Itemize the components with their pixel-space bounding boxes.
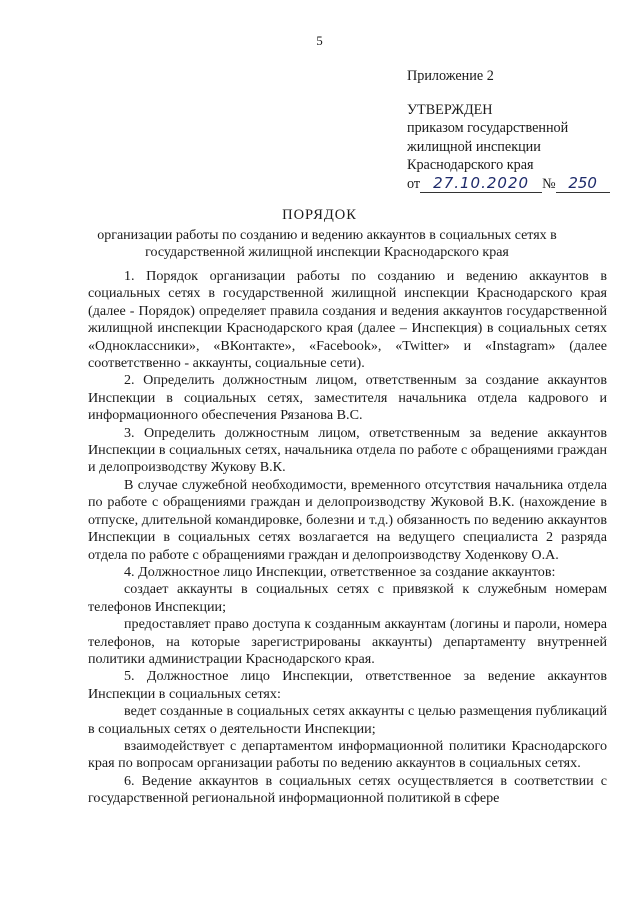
document-title: ПОРЯДОК: [282, 207, 357, 223]
approval-line-1: приказом государственной: [407, 120, 569, 136]
order-date-line: [407, 175, 610, 194]
approval-block: [407, 67, 610, 193]
document-subtitle: организации работы по созданию и ведению аккаунтов в социальных сетях в государственной жилищной инспекции Краснодарского края: [97, 228, 557, 260]
handwritten-date: 27.10.2020: [420, 175, 542, 193]
paragraph: 3. Определить должностным лицом, ответственным за ведение аккаунтов Инспекции в социальных сетях, начальника отдела по работе с обращениями граждан и делопроизводству Жукову В.К.: [88, 424, 607, 476]
date-prefix: от: [407, 175, 421, 192]
paragraph: предоставляет право доступа к созданным аккаунтам (логины и пароли, номера телефонов, на которые зарегистрированы аккаунты) департаменту внутренней политики администрации Краснодарского края.: [88, 616, 607, 667]
paragraph: 4. Должностное лицо Инспекции, ответственное за создание аккаунтов:: [124, 563, 556, 580]
handwritten-number: 250: [556, 175, 610, 193]
page-number: 5: [316, 33, 323, 48]
document-body: [88, 268, 607, 808]
paragraph: 2. Определить должностным лицом, ответственным за создание аккаунтов Инспекции в социальных сетях, заместителя начальника отдела кадрового и информационного обеспечения Рязанова В.С.: [88, 372, 607, 424]
paragraph: 6. Ведение аккаунтов в социальных сетях осуществляется в соответствии с государственной региональной информационной политикой в сфере: [88, 772, 607, 807]
approval-line-2: жилищной инспекции: [407, 138, 541, 155]
paragraph: взаимодействует с департаментом информационной политики Краснодарского края по вопросам организации работы по ведению аккаунтов в социальных сетях.: [88, 737, 607, 772]
approved-label: УТВЕРЖДЕН: [407, 101, 493, 118]
paragraph: ведет созданные в социальных сетях аккаунты с целью размещения публикаций в социальных сетях о деятельности Инспекции;: [88, 703, 607, 737]
approval-line-3: Краснодарского края: [407, 157, 534, 173]
paragraph: 1. Порядок организации работы по созданию и ведению аккаунтов в социальных сетях в государственной жилищной инспекции Краснодарского края (далее - Порядок) определяет правила создания и ведения аккаунтов государственной жилищной инспекции Краснодарского края (далее – Инспекция) в социальных сетях «Одноклассники», «ВКонтакте», «Facebook», «Twitter» и «Instagram» (далее соответственно - аккаунты, социальные сети).: [88, 268, 607, 372]
paragraph: создает аккаунты в социальных сетях с привязкой к служебным номерам телефонов Инспекции;: [88, 581, 607, 615]
paragraph: В случае служебной необходимости, временного отсутствия начальника отдела по работе с обращениями граждан и делопроизводству Жуковой В.К. (нахождение в отпуске, длительной командировке, болезни и т.д.) обязанность по ведению аккаунтов Инспекции в социальных сетях возлагается на ведущего специалиста 2 разряда отдела по работе с обращениями граждан и делопроизводству Ходенкову О.А.: [88, 476, 607, 563]
appendix-label: Приложение 2: [407, 68, 494, 84]
number-sign: №: [542, 175, 556, 192]
paragraph: 5. Должностное лицо Инспекции, ответственное за ведение аккаунтов Инспекции в социальных сетях:: [88, 668, 607, 702]
